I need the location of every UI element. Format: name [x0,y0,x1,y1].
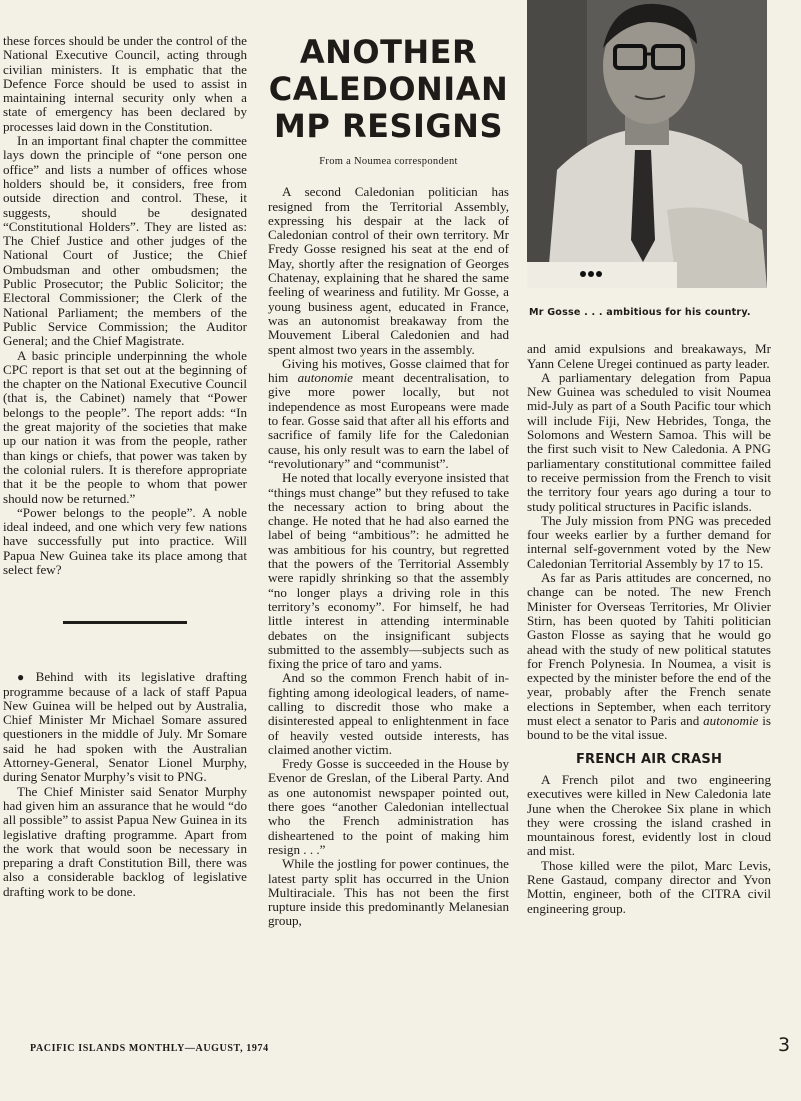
publication-footer: PACIFIC ISLANDS MONTHLY—AUGUST, 1974 [30,1043,269,1054]
paragraph: these forces should be under the control of the National Executive Council, acting through civilian ministers. It is emphatic that the Defence Force should be used to assist in maintaining internal security only when a state of emergency has been declared by processes laid down in the Constitution. [3,33,247,134]
paragraph: Those killed were the pilot, Marc Levis, Rene Gastaud, company director and Yvon Mottin, engineer, both of the CITRA civil engineering group. [527,857,771,916]
paragraph: The Chief Minister said Senator Murphy had given him an assurance that he would “do all possible” to assist Papua New Guinea in its legislative drafting programme. Apart from the work that would soon be necessary in preparing a draft Constitution Bill, there was also a considerable backlog of legislative drafting work to be done. [3,783,247,899]
paragraph: Fredy Gosse is succeeded in the House by Evenor de Greslan, of the Liberal Party. And as one autonomist newspaper pointed out, there goes “another Caledonian intellectual who the French administration has disheartened to the point of making him resign . . .” [268,756,509,857]
paragraph: A second Caledonian politician has resigned from the Territorial Assembly, expressing his despair at the lack of Caledonian control of their own territory. Mr Fredy Gosse resigned his seat at the end of May, shortly after the resignation of Georges Chatenay, explaining that he shared the same feeling of weariness and futility. Mr Gosse, a young business agent, educated in France, was an autonomist breakaway from the Mouvement Liberal Caledonien and had spent almost two years in the assembly. [268,184,509,357]
paragraph-text: meant decentralisation, to give more power locally, but not independence as most Europeans were made to fear. Gosse said that after all his efforts and sacrifice of family life for the Caledonian cause, his only result was to earn the label of “revolutionary” and “communist”. [268,370,509,471]
paragraph: While the jostling for power continues, the latest party split has occurred in the Union Multiraciale. This has not been the first rupture inside this predominantly Melanesian group, [268,856,509,929]
right-column [527,0,771,916]
italic-term: autonomie [703,713,759,729]
paragraph [527,571,771,743]
news-brief [3,670,247,784]
headline-line: ANOTHER [299,33,478,71]
paragraph: A parliamentary delegation from Papua New Guinea was scheduled to visit Noumea mid-July as part of a South Pacific tour which will include Fiji, New Hebrides, Tonga, the Solomons and Western Samoa. This will be the first such visit to New Caledonia. A PNG parliamentary constitutional committee failed to receive permission from the French to visit the territory four years ago during a tour to study political structures in Pacific islands. [527,369,771,514]
paragraph: A basic principle underpinning the whole CPC report is that set out at the beginning of the chapter on the National Executive Council (that is, the Cabinet) namely that “Power belongs to the people”. The report adds: “In the great majority of the societies that make up our nation it was from the people, rather than kings or chiefs, that power was taken by the colonial rulers. It is therefore appropriate that it be the people to whom that power should now be returned.” [3,347,247,506]
headline-line: CALEDONIAN [268,70,509,108]
section-divider [63,621,187,624]
paragraph: In an important final chapter the committee lays down the principle of “one person one office” and lists a number of offices whose holders should be, it considers, free from outside direction and control. These, it suggests, should be designated “Constitutional Holders”. They are listed as: The Chief Justice and other judges of the National Court of Justice; the Chief Ombudsman and other ombudsmen; the Public Prosecutor; the Public Solicitor; the Electoral Commissioner; the Clerk of the National Parliament; the members of the Public Service Commission; the Auditor General; and the Chief Magistrate. [3,133,247,349]
paragraph: and amid expulsions and breakaways, Mr Yann Celene Uregei continued as party leader. [527,341,771,371]
headline-line: MP RESIGNS [274,107,503,145]
bullet-icon: ● [17,670,32,685]
paragraph-text: As far as Paris attitudes are concerned, no change can be noted. The new French Minister for Overseas Territories, Mr Olivier Stirn, has been quoted by Tahiti politician Gaston Flosse as saying that he would go ahead with the study of new political statutes for French Polynesia. In Noumea, a visit is expected by the minister before the end of the year, probably after the French senate elections in September, when each territory must elect a senator to Paris and [527,570,771,729]
article-column [268,34,509,929]
paragraph: And so the common French habit of in-fighting among ideological leaders, of name-calling to discredit those who make a disinterested appeal to enlightenment in face of heavily vested outside interests, has claimed another victim. [268,670,509,757]
paragraph-text: Behind with its legislative drafting programme because of a lack of staff Papua New Guinea will be helped out by Australia, Chief Minister Mr Michael Somare assured questioners in the middle of July. Mr Somare said he had spoken with the Australian Attorney-General, Senator Lionel Murphy, during Senator Murphy’s visit to PNG. [3,669,247,785]
paragraph: A French pilot and two engineering executives were killed in New Caledonia late June when the Cherokee Six plane in which they were crossing the island crashed in mountainous forest, evidently lost in cloud and mist. [527,771,771,859]
article-headline [268,34,509,145]
page-number: 3 [778,1034,791,1056]
paragraph: The July mission from PNG was preceded four weeks earlier by a further demand for internal self-government voted by the New Caledonian Territorial Assembly by 17 to 15. [527,512,771,571]
photo-caption: Mr Gosse . . . ambitious for his country. [529,307,751,318]
left-column [3,34,247,899]
paragraph-text: is bound to be the vital issue. [527,713,771,743]
paragraph [268,357,509,471]
italic-term: autonomie [297,370,353,386]
byline: From a Noumea correspondent [319,156,458,167]
portrait-photo [527,0,767,288]
paragraph: “Power belongs to the people”. A noble ideal indeed, and one which very few nations have successfully put into practice. Will Papua New Guinea take its place among that select few? [3,504,247,577]
portrait-illustration [527,0,767,288]
paragraph: He noted that locally everyone insisted that “things must change” but they refused to take the necessary action to bring about the change. He noted that he had also earned the label of being “ambitious”: he admitted he was ambitious for his country, but regretted that the powers of the Territorial Assembly were rapidly shrinking so that the assembly “no longer plays a driving role in this territory’s economy”. For himself, he had little interest in attending interminable debates on the insignificant subjects submitted to the assembly—subjects such as fixing the price of taro and yams. [268,470,509,672]
paragraph-text: Giving his motives, Gosse claimed that for him [268,355,509,386]
section-subheading: FRENCH AIR CRASH [575,751,723,767]
